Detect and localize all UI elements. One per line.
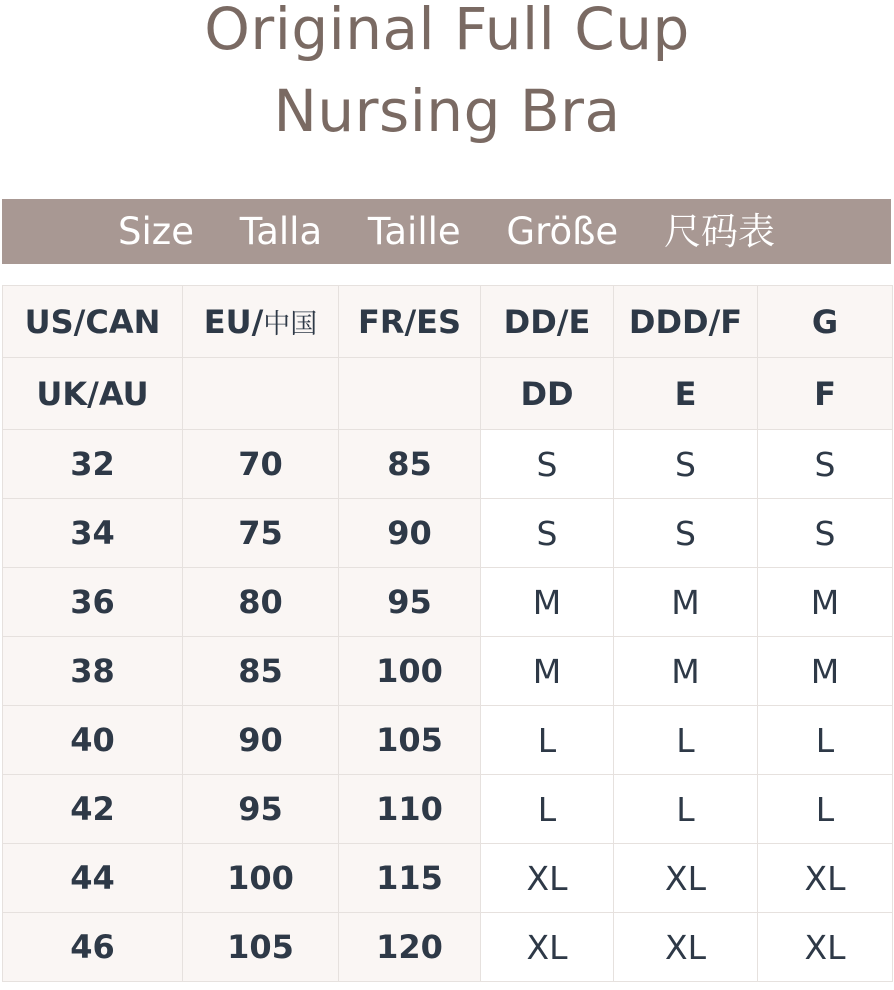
size-cell: XL (481, 913, 614, 982)
band-eu-cell: 100 (183, 844, 339, 913)
size-cell: S (481, 499, 614, 568)
table-row (3, 844, 893, 913)
band-eu-cell: 85 (183, 637, 339, 706)
size-cell: M (614, 568, 758, 637)
table-row (3, 706, 893, 775)
table-row (3, 430, 893, 499)
band-eu-cell: 95 (183, 775, 339, 844)
band-us-cell: 32 (3, 430, 183, 499)
header-cn-suffix: 中国 (263, 309, 318, 340)
table-row (3, 913, 893, 982)
size-cell: S (758, 499, 893, 568)
header-fr-es: FR/ES (339, 286, 481, 358)
band-eu-cell: 75 (183, 499, 339, 568)
size-cell: L (614, 775, 758, 844)
band-eu-cell: 80 (183, 568, 339, 637)
size-cell: S (614, 430, 758, 499)
banner-label-size: Size (118, 210, 194, 253)
size-cell: L (758, 775, 893, 844)
header-row-primary (3, 286, 893, 358)
header-cup-3: G (758, 286, 893, 358)
band-fr-cell: 110 (339, 775, 481, 844)
size-cell: S (614, 499, 758, 568)
size-cell: M (481, 637, 614, 706)
size-cell: M (481, 568, 614, 637)
band-us-cell: 34 (3, 499, 183, 568)
band-us-cell: 44 (3, 844, 183, 913)
header-fr-es-empty (339, 358, 481, 430)
band-fr-cell: 85 (339, 430, 481, 499)
band-fr-cell: 105 (339, 706, 481, 775)
size-cell: M (758, 637, 893, 706)
table-row (3, 499, 893, 568)
band-fr-cell: 120 (339, 913, 481, 982)
size-chart-table (2, 285, 893, 982)
size-cell: L (481, 775, 614, 844)
banner-label-grosse: Größe (506, 210, 619, 253)
banner-label-taille: Taille (367, 210, 461, 253)
header-cup-2-uk: E (614, 358, 758, 430)
band-us-cell: 40 (3, 706, 183, 775)
band-eu-cell: 70 (183, 430, 339, 499)
size-cell: XL (614, 844, 758, 913)
band-eu-cell: 105 (183, 913, 339, 982)
band-us-cell: 42 (3, 775, 183, 844)
header-cup-2: DDD/F (614, 286, 758, 358)
header-eu-prefix: EU/ (203, 303, 264, 341)
size-cell: XL (758, 913, 893, 982)
header-us-can: US/CAN (3, 286, 183, 358)
band-us-cell: 36 (3, 568, 183, 637)
band-eu-cell: 90 (183, 706, 339, 775)
size-cell: M (614, 637, 758, 706)
banner-label-chinese: 尺码表 (663, 210, 775, 253)
table-row (3, 775, 893, 844)
title-line-2: Nursing Bra (273, 77, 621, 145)
size-cell: XL (481, 844, 614, 913)
table-row (3, 637, 893, 706)
size-cell: M (758, 568, 893, 637)
size-cell: L (758, 706, 893, 775)
band-fr-cell: 95 (339, 568, 481, 637)
size-cell: L (614, 706, 758, 775)
header-row-secondary (3, 358, 893, 430)
band-us-cell: 46 (3, 913, 183, 982)
title-line-1: Original Full Cup (204, 0, 690, 63)
table-row (3, 568, 893, 637)
size-banner (2, 199, 891, 264)
header-cup-1: DD/E (481, 286, 614, 358)
band-fr-cell: 100 (339, 637, 481, 706)
band-us-cell: 38 (3, 637, 183, 706)
band-fr-cell: 90 (339, 499, 481, 568)
header-eu-cn (183, 286, 339, 358)
size-cell: L (481, 706, 614, 775)
size-cell: XL (758, 844, 893, 913)
banner-label-talla: Talla (239, 210, 323, 253)
header-cup-1-uk: DD (481, 358, 614, 430)
size-cell: XL (614, 913, 758, 982)
size-cell: S (758, 430, 893, 499)
size-cell: S (481, 430, 614, 499)
header-cup-3-uk: F (758, 358, 893, 430)
header-uk-au: UK/AU (3, 358, 183, 430)
header-eu-cn-empty (183, 358, 339, 430)
band-fr-cell: 115 (339, 844, 481, 913)
